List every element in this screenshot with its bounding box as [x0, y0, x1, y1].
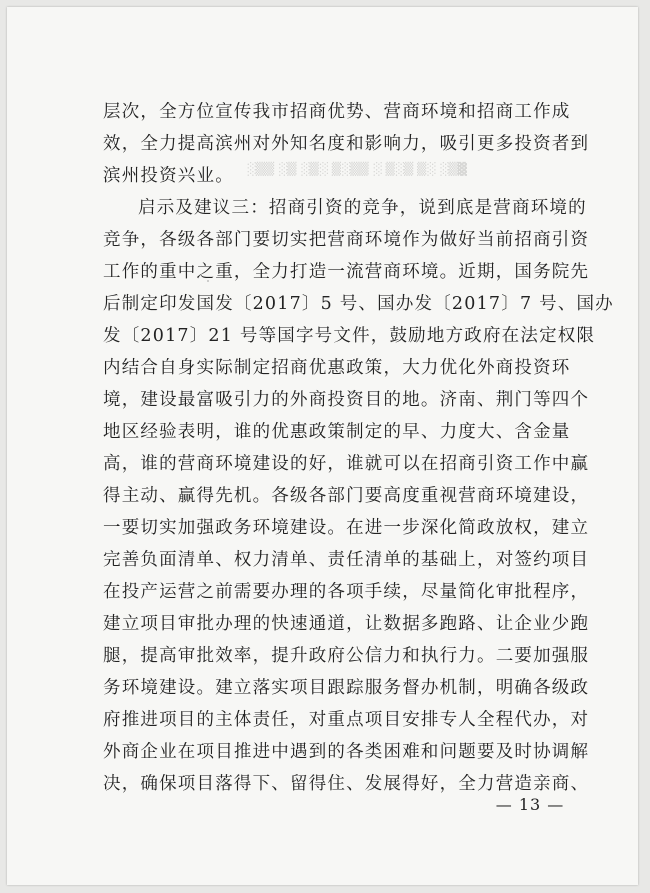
body-line: 竞争，各级各部门要切实把营商环境作为做好当前招商引资: [103, 230, 590, 250]
body-line: 外商企业在项目推进中遇到的各类困难和问题要及时协调解: [103, 742, 590, 762]
body-line: 在投产运营之前需要办理的各项手续，尽量简化审批程序，: [103, 582, 590, 602]
body-line: 务环境建设。建立落实项目跟踪服务督办机制，明确各级政: [103, 678, 590, 698]
body-line: 工作的重中之重，全力打造一流营商环境。近期，国务院先: [103, 262, 590, 282]
body-line: 发〔2017〕21 号等国字号文件，鼓励地方政府在法定权限: [103, 326, 596, 346]
body-line: 完善负面清单、权力清单、责任清单的基础上，对签约项目: [103, 550, 590, 570]
body-line: 内结合自身实际制定招商优惠政策，大力优化外商投资环: [103, 358, 571, 378]
body-line: 建立项目审批办理的快速通道，让数据多跑路、让企业少跑: [103, 614, 590, 634]
body-line: 高，谁的营商环境建设的好，谁就可以在招商引资工作中赢: [103, 454, 590, 474]
body-line: 腿，提高审批效率，提升政府公信力和执行力。二要加强服: [103, 646, 590, 666]
body-line: 效，全力提高滨州对外知名度和影响力，吸引更多投资者到: [103, 134, 590, 154]
body-line: 府推进项目的主体责任，对重点项目安排专人全程代办，对: [103, 710, 590, 730]
document-page: [7, 7, 638, 885]
body-line: 地区经验表明，谁的优惠政策制定的早、力度大、含金量: [103, 422, 571, 442]
body-line: 一要切实加强政务环境建设。在进一步深化简政放权，建立: [103, 518, 590, 538]
body-line: 滨州投资兴业。: [103, 166, 234, 186]
body-line: 启示及建议三：招商引资的竞争，说到底是营商环境的: [138, 198, 587, 218]
body-line: 得主动、赢得先机。各级各部门要高度重视营商环境建设，: [103, 486, 590, 506]
show-through-text: ▓▒░ ░▒ ▒░▒ ░ ▒▒░▒ ░▒░ ▒░ ▒▒░: [246, 162, 467, 176]
page-number: — 13 —: [495, 795, 565, 814]
body-line: 境，建设最富吸引力的外商投资目的地。济南、荆门等四个: [103, 390, 590, 410]
body-line: 层次，全方位宣传我市招商优势、营商环境和招商工作成: [103, 102, 571, 122]
body-line: 后制定印发国发〔2017〕5 号、国办发〔2017〕7 号、国办: [103, 294, 614, 314]
body-line: 决，确保项目落得下、留得住、发展得好，全力营造亲商、: [103, 774, 590, 794]
